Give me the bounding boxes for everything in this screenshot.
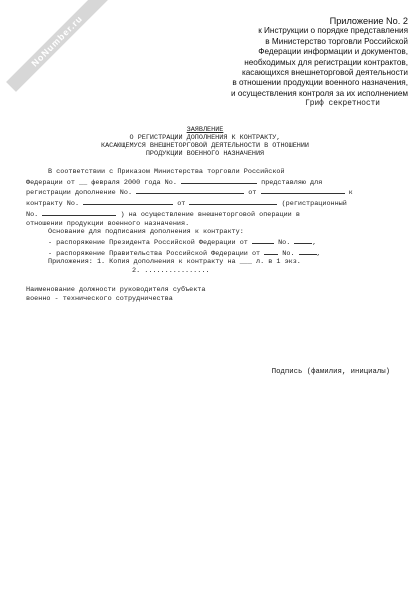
body-fragment: Федерации от __ февраля 2000 года No. [26, 178, 177, 187]
title-line: КАСАЮЩЕМУСЯ ВНЕШНЕТОРГОВОЙ ДЕЯТЕЛЬНОСТИ В ОТНОШЕНИИ [100, 142, 310, 150]
blank-field [83, 198, 173, 205]
document-title [40, 126, 370, 158]
blank-field [136, 187, 244, 194]
attachments-block [26, 258, 388, 275]
appendix-line: необходимых для регистрации контрактов, [244, 57, 408, 67]
body-fragment: No. [282, 249, 295, 258]
body-line [26, 237, 388, 248]
title-line: О РЕГИСТРАЦИИ ДОПОЛНЕНИЯ К КОНТРАКТУ, [129, 134, 281, 142]
title-heading: ЗАЯВЛЕНИЕ [186, 126, 224, 134]
blank-field [181, 177, 257, 184]
signature-line: Подпись (фамилия, инициалы) [271, 368, 390, 376]
appendix-line: к Инструкции о порядке представления [258, 26, 408, 36]
body-fragment: регистрации дополнение No. [26, 189, 133, 198]
body-fragment: No. [26, 210, 39, 219]
appendix-line: Федерации информации и документов, [258, 47, 408, 57]
blank-field [189, 198, 277, 205]
title-line: ПРОДУКЦИИ ВОЕННОГО НАЗНАЧЕНИЯ [145, 150, 265, 158]
body-fragment: - распоряжение Правительства Российской Федерации от [48, 249, 261, 258]
body-fragment: от [248, 189, 257, 198]
body-fragment: представляю для [261, 178, 323, 187]
attachment-line: 2. ................ [132, 266, 210, 275]
body-fragment: от [177, 200, 186, 209]
position-line: военно - технического сотрудничества [26, 294, 173, 303]
appendix-line: и осуществления контроля за их исполнением [231, 88, 408, 98]
body-fragment: контракту No. [26, 200, 80, 209]
body-fragment: (регистрационный [281, 200, 347, 209]
watermark: NoNumber.ru [6, 0, 108, 92]
blank-field [299, 248, 317, 255]
appendix-line: Приложение No. 2 [329, 16, 408, 26]
body-fragment: к [348, 189, 353, 198]
body-fragment: , [312, 238, 317, 247]
body-line [26, 248, 388, 259]
body-line [26, 209, 388, 220]
blank-field [264, 248, 278, 255]
position-block [26, 286, 388, 303]
attachment-line: Приложения: 1. Копия дополнения к контракту на ___ л. в 1 экз. [48, 258, 301, 266]
body-line [26, 177, 388, 188]
secrecy-stamp: Гриф секретности [305, 100, 380, 108]
body-line: отношении продукции военного назначения. [26, 219, 190, 228]
body-line [26, 198, 388, 209]
body-text [26, 168, 388, 258]
appendix-line: в отношении продукции военного назначения, [232, 78, 408, 88]
body-fragment: , [316, 249, 321, 258]
appendix-line: в Министерство торговли Российской [265, 36, 408, 46]
body-line: Основание для подписания дополнения к контракту: [48, 228, 244, 237]
body-fragment: No. [278, 238, 291, 247]
appendix-header [208, 16, 408, 99]
blank-field [294, 237, 312, 244]
body-fragment: - распоряжение Президента Российской Федерации от [48, 238, 248, 247]
body-fragment: ) на осуществление внешнеторговой операции в [120, 210, 300, 219]
blank-field [261, 187, 345, 194]
blank-field [252, 237, 274, 244]
body-line: В соответствии с Приказом Министерства торговли Российской [48, 168, 285, 176]
appendix-line: касающихся внешнеторговой деятельности [241, 68, 408, 78]
blank-field [42, 209, 116, 216]
body-line [26, 187, 388, 198]
position-line: Наименование должности руководителя субъекта [26, 286, 206, 294]
